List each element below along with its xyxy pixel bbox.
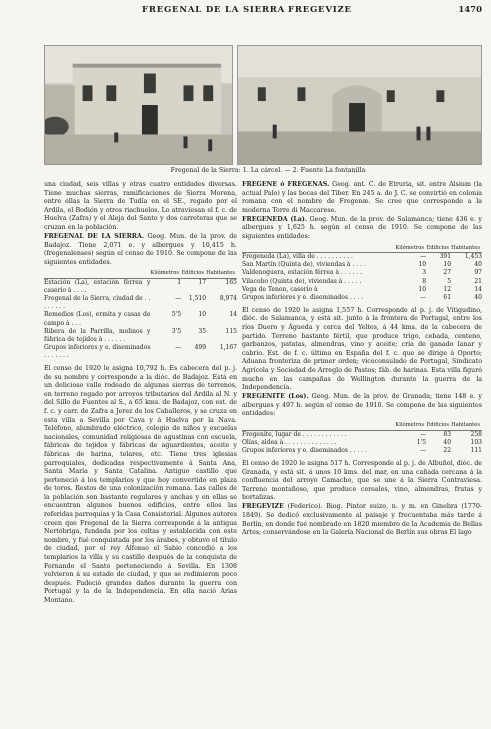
photo-carcel-image [45, 46, 232, 164]
row-km: — [420, 253, 427, 261]
row-habitantes: 111 [470, 446, 482, 454]
fregeneda-body-paragraph: El censo de 1920 le asigna 1,557 h. Corresponde al p. j. de Vitigudino, dióc. de Salamanca, y está sit. junto á la frontera de Portugal, entre los ríos Duero y Águeda y cerca del Yeltes, á 44 kms. de la cabecera de partido. Terreno bastante fértil, que produce trigo, cebada, centeno, garbanzos, patatas, almendras, vino y aceite; cría de ganado lanar y cabrío. Est. de f. c. última en España del f. c. que se dirige á Oporto; Aduana fronteriza de primer orden; viceconsulado de Portugal, Sindicato Agrícola y Sociedad de Arreglo de Pastos; fáb. de harinas. Esta villa figuró mucho en las campañas de Wellington durante la guerra de la Independencia. [242, 306, 482, 392]
row-edificios: 83 [443, 430, 452, 438]
fregenal-entities-table [44, 269, 237, 360]
table-row [242, 439, 482, 447]
row-name: Estación (La), estación férrea y caserío à . . . . [44, 279, 151, 295]
table-row [44, 279, 237, 296]
row-km: — [175, 343, 182, 351]
row-habitantes: 115 [225, 327, 237, 335]
table-header-blank [242, 421, 395, 430]
row-km: — [175, 295, 182, 303]
table-header-km: Kilómetros [150, 269, 181, 278]
row-name: Ribera de la Parrilla, molinos y fábrica de tejidos à . . . . . . [44, 327, 151, 343]
photo-fontanilla-image [238, 46, 481, 164]
table-header-km: Kilómetros [395, 244, 426, 253]
row-habitantes: 1,453 [464, 253, 482, 261]
photo-la-carcel [44, 45, 233, 165]
table-row [242, 447, 482, 455]
row-name: Grupos inferiores y e. diseminados . . . . . . . [44, 343, 151, 359]
entry-heading-fregene: FREGENE ó FREGENAS. [242, 181, 330, 188]
running-header [44, 5, 482, 17]
row-edificios: 391 [439, 253, 452, 261]
row-name: Vilacobo (Quinta de), viviendas à . . . . . [242, 277, 362, 285]
table-header-km: Kilómetros [395, 421, 426, 430]
table-row [242, 261, 482, 269]
fregene-paragraph [242, 181, 482, 215]
table-row [242, 430, 482, 439]
column-left [44, 181, 237, 606]
row-name: Vega de Tenon, caserío à [242, 285, 318, 293]
entry-heading-fregenal: FREGENAL DE LA SIERRA. [44, 233, 145, 241]
table-header-blank [242, 244, 395, 253]
table-row [44, 328, 237, 344]
row-km: 8 [422, 277, 427, 285]
photo-fuente-fontanilla [237, 45, 482, 165]
row-name: San Martín (Quinta de), viviendas à . . . . [242, 261, 366, 269]
table-header-edificios: Edificios [426, 421, 451, 430]
table-row [242, 278, 482, 286]
row-km: — [420, 293, 427, 301]
left-intro-paragraph: una ciudad, seis villas y otras cuatro entidades diversas. Tiene muchas sierras, ramificaciones de Sierra Morena, entre ellas la Sierra de Tudía en el SE., regado por el Ardila, el Bodión y otros riachuelos. Lo atraviesan el f. c. de Huelva (Zafra) y el Aleja del Santo y dos carreteras que se cruzan en la población. [44, 181, 237, 231]
row-habitantes: 8,974 [219, 295, 237, 303]
table-row [44, 344, 237, 360]
row-name: Fregenal de la Sierra, ciudad de . . . . . . . . [44, 295, 151, 311]
left-body-paragraph: El censo de 1920 le asigna 10,792 h. Es cabecera del p. j. de su nombre y corresponde a la dióc. de Badajoz. Está en un delicioso valle rodeado de algunas sierras de terrenos, en terreno regado por arroyos tributarios del Ardila al N. y del Sillo de Fuentes al S., a 65 kms. de Badajoz, con est. de f. c. y carr. de Zafra a Jerez de los Caballeros, y se cruza en esta villa a Sevilla por Cava y á Huelva por la Nava. Teléfono, alumbrado eléctrico, colegio de niños y escuelas nacionales, comunidad religiosas de agustinas con escuela, fábricas de tejidos y fábricas de aguardientes, aceite y fábricas de harina, telares, etc. Tiene tres iglesias parroquiales, dedicadas respectivamente á Santa Ana, Santa María y Santa Catalina. Antiguo castillo que perteneció á los templarios y que hoy convertido en plaza de toros. Restos de una colonización romana. Las calles de la población son bastante regulares y anchas y en ellas se encuentran algunos buenos edificios, entre ellos las referidas parroquias y la Casa Consistorial. Algunos autores creen que Fregenal de la Sierra corresponde á la antigua Nertóbriga, fundada por los celtas y establecida con este nombre, y fué conquistada por los árabes, y obtuvo el título de ciudad, por el rey Alfonso el Sabio concedió a los templarios la villa y su castillo después de la conquista de Fernando el Santo perteneciendo á Sevilla. En 1308 volvieron á su estado de ciudad, y que se redimieron poco después. Padeció grandes daños durante la guerra con Portugal y la de la Independencia. En ella nació Arias Montano. [44, 364, 237, 604]
fregenite-entities-table [242, 421, 482, 455]
entry-subheading-fregevize: (Federico). [287, 503, 323, 511]
fregeneda-paragraph [242, 216, 482, 242]
row-name: Fregenite, lugar de . . . . . . . . . . . . [242, 430, 347, 438]
row-km: 5'5 [171, 311, 182, 319]
row-name: Olías, aldea à . . . . . . . . . . . . . . [242, 438, 337, 446]
row-edificios: 35 [198, 327, 207, 335]
row-edificios: 10 [198, 311, 207, 319]
entry-text-fregeneda: Geog. Mun. de la prov. de Salamanca; tiene 436 e. y albergues y 1,625 h. según el censo de 1910. Se compone de las siguientes entidades: [242, 215, 482, 241]
row-edificios: 27 [443, 269, 452, 277]
table-row [44, 311, 237, 327]
entry-text-fregevize: Biog. Pintor suizo, n. y m. en Ginebra (1770-1849). Se dedicó exclusivamente al paisaje y frecuentaba más tarde á Berlín, en donde fué nombrado en 1820 miembro de la Academia de Bellas Artes; conservándose en la Galería Nacional de Berlín sus obras El lago [242, 503, 482, 537]
table-header-habitantes: Habitantes [451, 421, 482, 430]
row-habitantes: 103 [470, 438, 482, 446]
row-habitantes: 40 [474, 261, 482, 269]
row-km: 10 [418, 285, 427, 293]
table-header-habitantes: Habitantes [206, 269, 237, 278]
row-edificios: 61 [443, 293, 452, 301]
row-habitantes: 258 [470, 430, 482, 438]
row-edificios: 12 [443, 285, 452, 293]
row-km: 10 [418, 261, 427, 269]
row-habitantes: 1,167 [219, 343, 237, 351]
table-header-blank [44, 269, 150, 278]
header-left-title: FREGENAL DE LA SIERRA [142, 5, 286, 15]
entry-heading-fregevize: FREGEVIZE [242, 503, 284, 511]
row-name: Grupos inferiores y e. diseminados . . . . [242, 293, 364, 301]
table-header-edificios: Edificios [181, 269, 206, 278]
row-name: Remedios (Los), ermita y casas de campo à . . . [44, 311, 151, 327]
row-habitantes: 14 [474, 285, 482, 293]
row-habitantes: 40 [474, 293, 482, 301]
row-edificios: 499 [194, 343, 207, 351]
fregevize-paragraph [242, 503, 482, 537]
fregenite-body-paragraph: El censo de 1920 le asigna 517 h. Corresponde al p. j. de Albuñol, dióc. de Granada, y está sit. á unos 10 kms. del mar, en una cañada cercana á la confluencia del arroyo Camacho, que se une á la Sierra Contraviesa. Terreno montañoso, que produce cereales, vino, almendras, frutas y hortalizas. [242, 459, 482, 502]
table-header-habitantes: Habitantes [451, 244, 482, 253]
table-header-edificios: Edificios [426, 244, 451, 253]
row-habitantes: 14 [229, 311, 237, 319]
row-habitantes: 97 [474, 269, 482, 277]
figure-caption: Fregenal de la Sierra: 1. La cárcel. — 2. Fuente La fontanilla [170, 167, 366, 174]
left-entry-paragraph [44, 233, 237, 267]
row-edificios: 22 [443, 446, 452, 454]
row-name: Valdenoguera, estación férrea à . . . . . . [242, 269, 362, 277]
row-habitantes: 165 [225, 279, 237, 287]
row-km: — [420, 430, 427, 438]
column-right [242, 181, 482, 538]
row-edificios: 5 [447, 277, 452, 285]
table-row [242, 294, 482, 302]
row-habitantes: 21 [474, 277, 482, 285]
table-row [242, 253, 482, 262]
header-right-title: FREGEVIZE [288, 5, 352, 15]
row-edificios: 10 [443, 261, 452, 269]
page-number: 1470 [458, 5, 482, 15]
row-km: 3 [422, 269, 427, 277]
row-km: 1'5 [416, 438, 427, 446]
row-km: 3'5 [171, 327, 182, 335]
fregeneda-entities-table [242, 244, 482, 302]
table-row [242, 286, 482, 294]
row-edificios: 17 [198, 279, 207, 287]
table-row [44, 295, 237, 311]
row-name: Grupos inferiores y e. diseminados . . . . . [242, 446, 368, 454]
row-edificios: 40 [443, 438, 452, 446]
entry-heading-fregeneda: FREGENEDA (La). [242, 215, 308, 223]
entry-text-fregenite: Geog. Mun. de la prov. de Granada; tiene 148 e. y albergues y 497 h. según el censo de 1910. Se compone de las siguientes entidades: [242, 393, 482, 418]
row-name: Fregeneda (La), villa de . . . . . . . . . . [242, 253, 353, 261]
row-km: — [420, 446, 427, 454]
row-km: 1 [177, 279, 182, 287]
entry-text-fregenal: Geog. Mun. de la prov. de Badajoz. Tiene 2,071 e. y albergues y 10,415 h. (fregenalenses) según el censo de 1910. Se compone de las siguientes entidades. [44, 233, 237, 266]
entry-text-fregene: Geog. ant. C. de Etruria, sit. entre Alsium (la actual Palo) y las bocas del Tiber. En 245 a. de J. C. se convirtió en colonia romana con el nombre de Fregenæ. Se cree que corresponde a la moderna Torre di Maccarese. [242, 181, 482, 214]
table-row [242, 269, 482, 277]
row-edificios: 1,510 [188, 295, 207, 303]
fregenite-paragraph [242, 393, 482, 419]
entry-heading-fregenite: FREGENITE (Los). [242, 393, 309, 401]
